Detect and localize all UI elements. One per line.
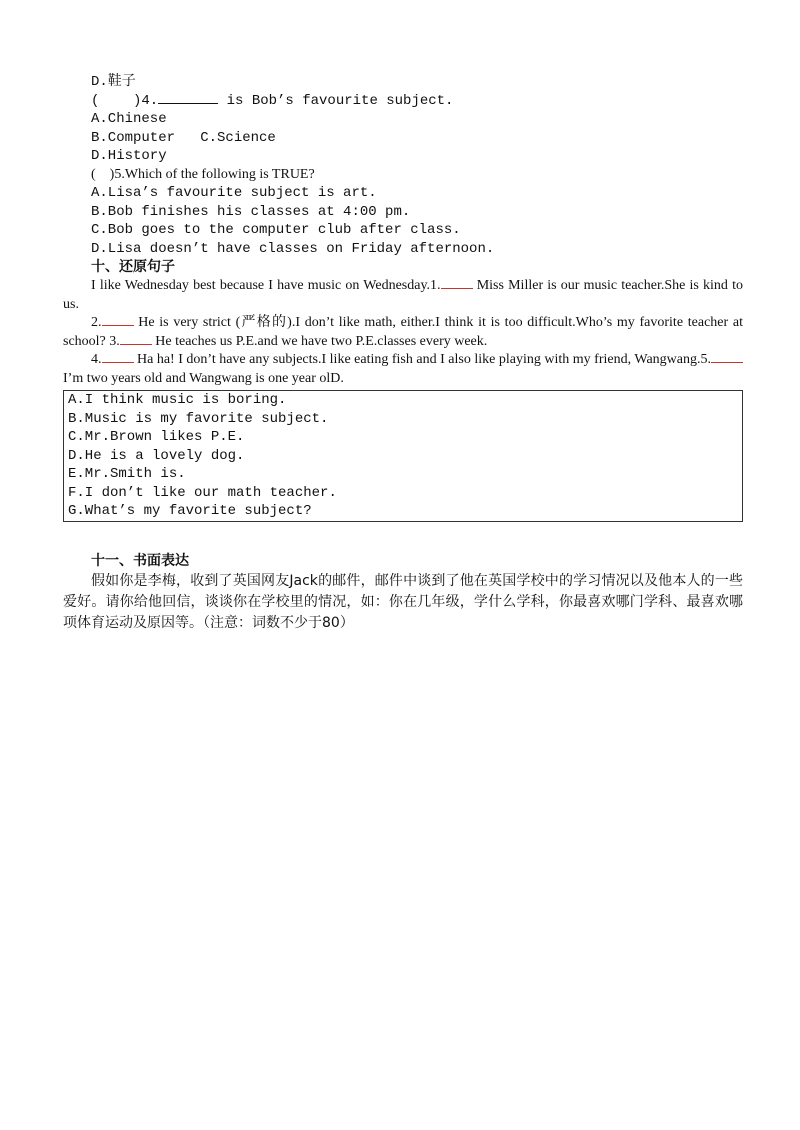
p2-text-a: 2. <box>91 315 102 330</box>
q5-option-b: B.Bob finishes his classes at 4:00 pm. <box>91 203 411 220</box>
option-a: A.I think music is boring. <box>68 392 287 408</box>
q4-option-d: D.History <box>91 148 167 164</box>
q5-option-d: D.Lisa doesn’t have classes on Friday afternoon. <box>91 240 495 257</box>
p1-text-a: I like Wednesday best because I have music on Wednesday.1. <box>91 278 441 293</box>
section10-paragraph-2 <box>63 314 743 351</box>
section10-title: 十、还原句子 <box>91 259 175 275</box>
blank-3 <box>120 334 152 345</box>
p2-text-c: He teaches us P.E.and we have two P.E.classes every week. <box>151 333 488 349</box>
p3-text-a: 4. <box>91 352 102 367</box>
p3-text-b: Ha ha! I don’t have any subjects.I like eating fish and I also like playing with my friend, Wangwang.5. <box>133 352 711 367</box>
q3-option-d: D.鞋子 <box>91 74 136 90</box>
q5-option-c: C.Bob goes to the computer club after class. <box>91 222 461 238</box>
option-g: G.What’s my favorite subject? <box>68 503 312 519</box>
option-b: B.Music is my favorite subject. <box>68 410 329 427</box>
p3-text-c: I’m two years old and Wangwang is one year olD. <box>63 370 344 386</box>
blank-5 <box>711 352 743 363</box>
q4-option-a: A.Chinese <box>91 111 167 127</box>
p2-text-b: He is very strict (严格的).I don’t like math, either.I think it is too difficult.Who’s my favorite teacher at school? 3. <box>63 315 743 349</box>
blank-2 <box>102 315 134 326</box>
q5-stem: ( )5.Which of the following is TRUE? <box>91 166 315 182</box>
p1-text-b: Miss Miller is our music teacher.She is kind to us. <box>63 278 743 312</box>
option-f: F.I don’t like our math teacher. <box>68 484 337 501</box>
q4-option-bc: B.Computer C.Science <box>91 129 276 146</box>
option-c: C.Mr.Brown likes P.E. <box>68 429 245 445</box>
section11-title: 十一、书面表达 <box>91 552 189 569</box>
q4-blank <box>158 93 218 104</box>
q4-prefix: ( )4. <box>91 92 159 109</box>
option-d: D.He is a lovely dog. <box>68 447 245 464</box>
blank-1 <box>441 278 473 289</box>
blank-4 <box>102 352 134 363</box>
section11-prompt: 假如你是李梅，收到了英国网友Jack的邮件，邮件中谈到了他在英国学校中的学习情况以及他本人的一些爱好。请你给他回信，谈谈你在学校里的情况，如：你在几年级，学什么学科，你最喜欢哪门学科、最喜欢哪项体育运动及原因等。（注意：词数不少于80） <box>63 572 743 631</box>
q5-option-a: A.Lisa’s favourite subject is art. <box>91 185 377 201</box>
options-box <box>63 390 743 522</box>
option-e: E.Mr.Smith is. <box>68 466 186 482</box>
q4-suffix: is Bob’s favourite subject. <box>218 92 454 109</box>
spacer <box>63 522 743 552</box>
worksheet-page <box>63 73 743 634</box>
section10-paragraph-3 <box>63 351 743 388</box>
q4-stem <box>63 92 743 111</box>
section10-paragraph-1 <box>63 277 743 314</box>
